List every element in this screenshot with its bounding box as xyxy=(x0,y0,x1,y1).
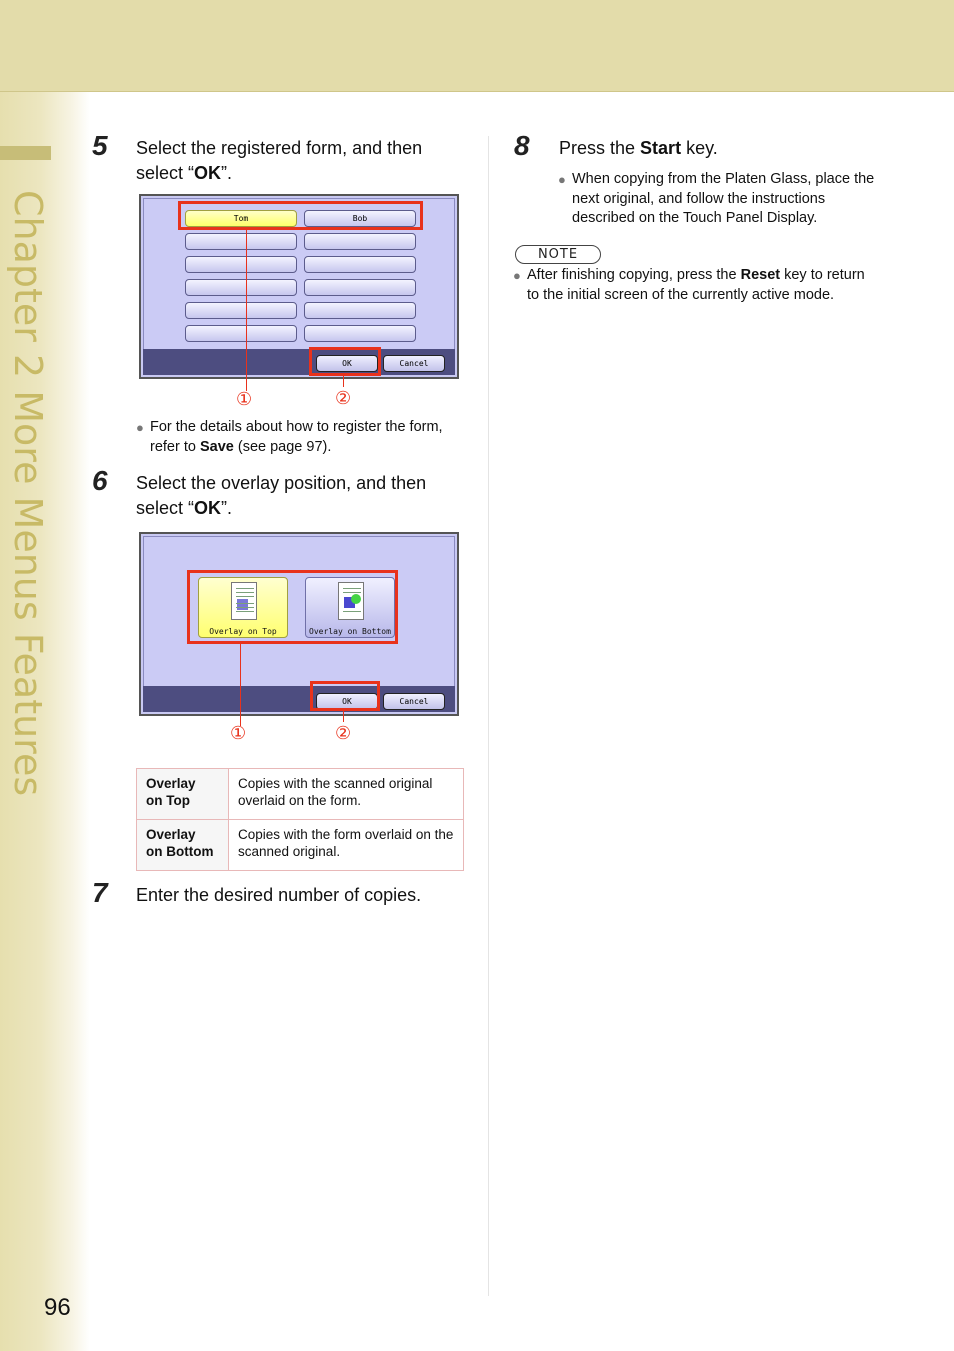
table-description: Copies with the form overlaid on the scanned original. xyxy=(229,820,464,871)
bullet-dot: ● xyxy=(136,420,144,435)
step-5-bold: OK xyxy=(194,163,222,183)
ok-button[interactable]: OK xyxy=(316,693,378,710)
step-5-number: 5 xyxy=(92,130,108,161)
cancel-button[interactable]: Cancel xyxy=(383,355,445,372)
step-5-text-b: ”. xyxy=(221,163,233,183)
form-button-empty[interactable] xyxy=(304,302,416,319)
overlay-on-bottom-label: Overlay on Bottom xyxy=(309,627,391,636)
term-line: Overlay xyxy=(146,827,196,842)
bullet-text-b: (see page 97). xyxy=(233,438,332,455)
form-button-empty[interactable] xyxy=(185,279,297,296)
header-band xyxy=(0,0,954,92)
table-row xyxy=(137,769,464,820)
term-line: on Bottom xyxy=(146,844,214,859)
callout-1: ① xyxy=(236,389,253,410)
step-6-bold: OK xyxy=(194,498,222,518)
page-number: 96 xyxy=(44,1294,71,1321)
callout-2: ② xyxy=(335,388,352,409)
step-6-number: 6 xyxy=(92,465,108,496)
callout-1: ① xyxy=(230,723,247,744)
term-line: on Top xyxy=(146,793,190,808)
step-6-text-a: Select the overlay position, and then select “ xyxy=(136,473,427,518)
bullet-text: When copying from the Platen Glass, place the next original, and follow the instructions described on the Touch Panel Display. xyxy=(572,171,875,226)
table-description: Copies with the scanned original overlaid on the form. xyxy=(229,769,464,820)
callout-line-1 xyxy=(246,229,247,391)
form-button-empty[interactable] xyxy=(304,279,416,296)
form-button-empty[interactable] xyxy=(185,325,297,342)
bullet-text-a: For the details about how to register the form, refer to xyxy=(150,419,443,455)
form-button-empty[interactable] xyxy=(304,256,416,273)
chapter-title: Chapter 2 More Menus Features xyxy=(6,190,50,797)
callout-line-2 xyxy=(343,375,344,387)
bullet-reset xyxy=(513,266,873,305)
form-button-bob[interactable]: Bob xyxy=(304,210,416,227)
bullet-platen-glass xyxy=(558,170,888,229)
step-8-number: 8 xyxy=(514,130,530,161)
step-8-text xyxy=(559,136,889,161)
form-button-empty[interactable] xyxy=(304,325,416,342)
form-button-tom[interactable]: Tom xyxy=(185,210,297,227)
ok-button[interactable]: OK xyxy=(316,355,378,372)
table-term xyxy=(137,769,229,820)
step-5-text xyxy=(136,136,466,186)
form-button-empty[interactable] xyxy=(304,233,416,250)
term-line: Overlay xyxy=(146,776,196,791)
column-divider xyxy=(488,136,489,1296)
step-7-number: 7 xyxy=(92,877,108,908)
step-8-text-a: Press the xyxy=(559,138,641,158)
highlight-form-buttons xyxy=(178,201,423,230)
highlight-ok-button xyxy=(310,681,380,711)
highlight-overlay-buttons xyxy=(187,570,398,644)
step-5-text-a: Select the registered form, and then select “ xyxy=(136,138,423,183)
table-term xyxy=(137,820,229,871)
form-button-empty[interactable] xyxy=(185,233,297,250)
bullet-form-details xyxy=(136,418,456,457)
step-8-bold: Start xyxy=(640,138,682,158)
step-6-text-b: ”. xyxy=(221,498,233,518)
form-button-empty[interactable] xyxy=(185,256,297,273)
bullet-dot: ● xyxy=(513,268,521,283)
bullet-text-b: key to return to the initial screen of the currently active mode. xyxy=(527,267,865,303)
form-button-empty[interactable] xyxy=(185,302,297,319)
bullet-bold: Reset xyxy=(740,267,781,283)
bullet-dot: ● xyxy=(558,172,566,187)
step-8-text-b: key. xyxy=(681,138,718,158)
callout-line-2 xyxy=(343,710,344,722)
step-6-text xyxy=(136,471,466,521)
overlay-options-table xyxy=(136,768,464,871)
bullet-bold: Save xyxy=(199,438,234,455)
overlay-on-top-label: Overlay on Top xyxy=(209,627,277,636)
step-7-text: Enter the desired number of copies. xyxy=(136,885,422,905)
cancel-button[interactable]: Cancel xyxy=(383,693,445,710)
chapter-marker xyxy=(0,146,51,160)
callout-2: ② xyxy=(335,723,352,744)
bullet-text-a: After finishing copying, press the xyxy=(527,267,741,283)
note-label: NOTE xyxy=(515,245,601,264)
table-row xyxy=(137,820,464,871)
highlight-ok-button xyxy=(309,347,381,376)
callout-line-1 xyxy=(240,643,241,726)
